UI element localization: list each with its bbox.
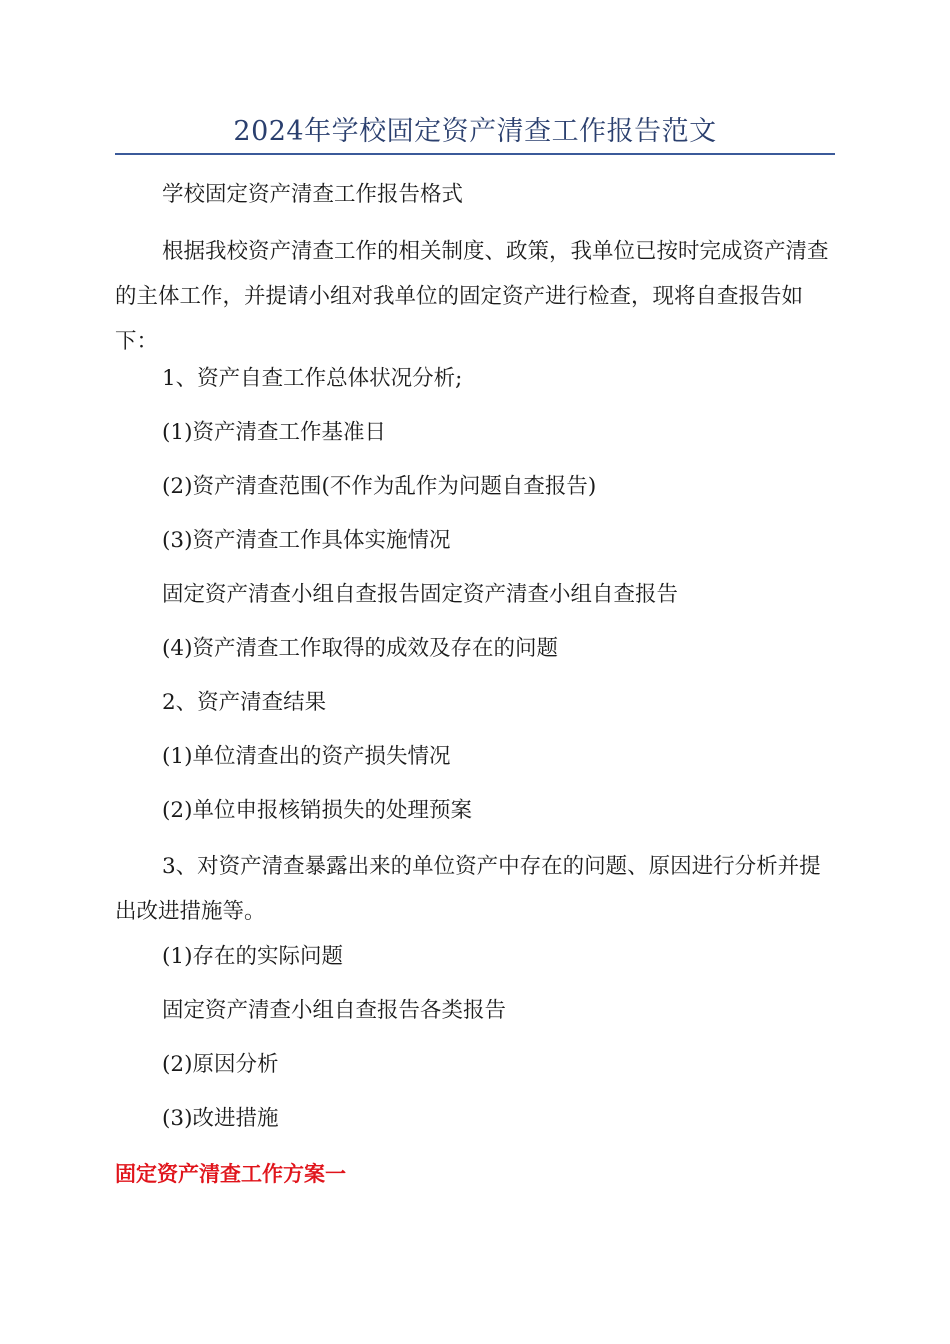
document-title: 2024年学校固定资产清查工作报告范文 xyxy=(233,116,717,147)
paragraph: 固定资产清查小组自查报告固定资产清查小组自查报告 xyxy=(162,582,679,607)
paragraph: (2)原因分析 xyxy=(162,1052,279,1077)
paragraph: (1)单位清查出的资产损失情况 xyxy=(162,744,451,769)
paragraph: 2、资产清查结果 xyxy=(162,690,327,715)
paragraph: (1)资产清查工作基准日 xyxy=(162,420,386,445)
paragraph: 3、对资产清查暴露出来的单位资产中存在的问题、原因进行分析并提出改进措施等。 xyxy=(115,854,821,924)
section-heading: 固定资产清查工作方案一 xyxy=(115,1162,346,1186)
paragraph: 固定资产清查小组自查报告各类报告 xyxy=(162,998,507,1023)
paragraph: 根据我校资产清查工作的相关制度、政策，我单位已按时完成资产清查的主体工作，并提请小组对我单位的固定资产进行检查，现将自查报告如下： xyxy=(115,239,829,354)
paragraph: 1、资产自查工作总体状况分析; xyxy=(162,366,463,391)
paragraph: (3)资产清查工作具体实施情况 xyxy=(162,528,451,553)
paragraph: 学校固定资产清查工作报告格式 xyxy=(162,182,464,207)
paragraph: (2)资产清查范围(不作为乱作为问题自查报告) xyxy=(162,474,597,499)
title-underline xyxy=(115,153,835,155)
paragraph: (3)改进措施 xyxy=(162,1106,279,1131)
paragraph: (2)单位申报核销损失的处理预案 xyxy=(162,798,472,823)
paragraph: (4)资产清查工作取得的成效及存在的问题 xyxy=(162,636,558,661)
paragraph: (1)存在的实际问题 xyxy=(162,944,343,969)
